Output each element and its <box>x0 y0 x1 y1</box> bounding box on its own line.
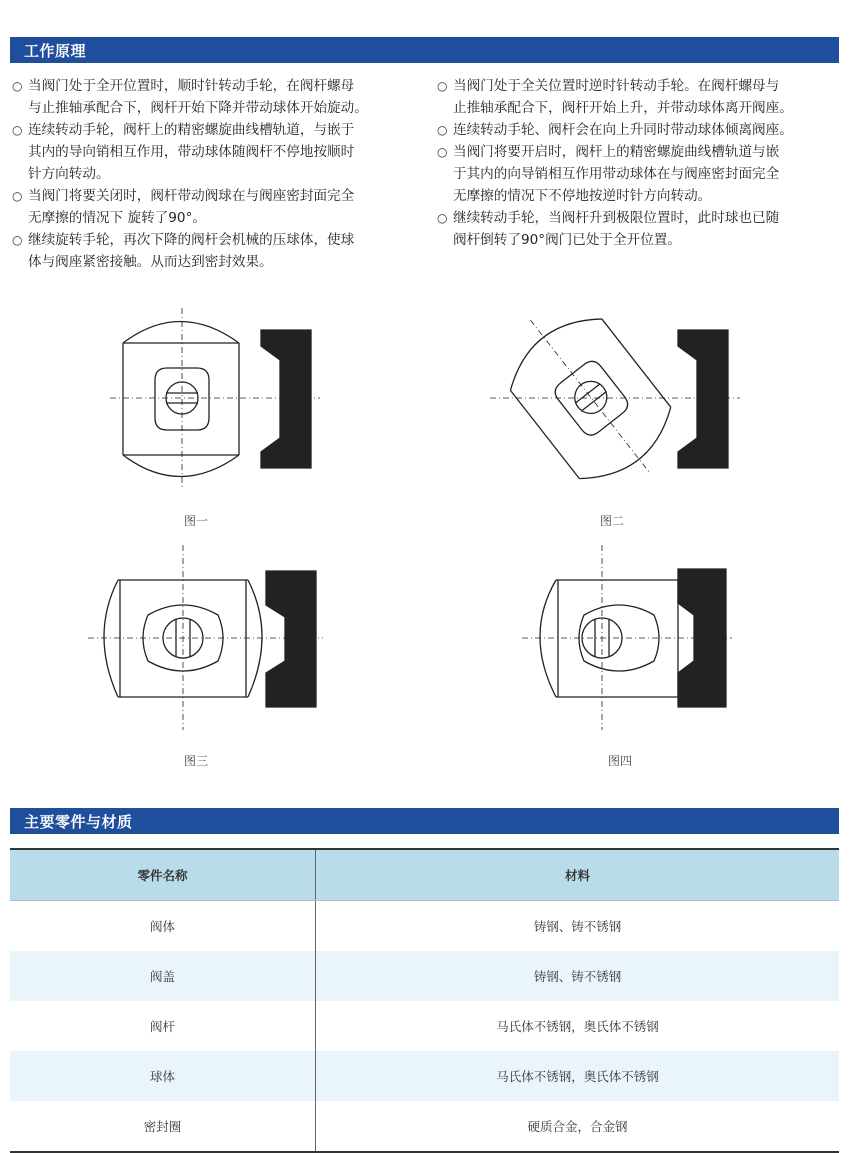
bullet-icon: ○ <box>12 233 23 247</box>
figure-3-caption: 图三 <box>184 754 209 768</box>
description-item: ○ 当阀门处于全关位置时逆时针转动手轮。在阀杆螺母与 止推轴承配合下，阀杆开始上升，并带动球体离开阀座。 <box>437 75 845 119</box>
description-item: ○ 连续转动手轮、阀杆会在向上升同时带动球体倾离阀座。 <box>437 119 845 141</box>
table-row <box>10 1051 839 1101</box>
material-cell: 马氏体不锈钢，奥氏体不锈钢 <box>496 1019 659 1034</box>
right-description-column <box>437 75 845 251</box>
description-item: ○ 当阀门将要开启时，阀杆上的精密螺旋曲线槽轨道与嵌 于其内的向导销相互作用带动球体在与阀座密封面完全 无摩擦的情况下不停地按逆时针方向转动。 <box>437 141 845 207</box>
part-name-cell: 球体 <box>10 1051 316 1101</box>
figure-3-diagram <box>88 545 328 735</box>
description-item: ○ 当阀门处于全开位置时，顺时针转动手轮，在阀杆螺母 与止推轴承配合下，阀杆开始下降并带动球体开始旋动。 <box>12 75 422 119</box>
material-cell: 马氏体不锈钢，奥氏体不锈钢 <box>316 1051 840 1101</box>
bullet-icon: ○ <box>12 79 23 93</box>
description-item: ○ 连续转动手轮，阀杆上的精密螺旋曲线槽轨道，与嵌于 其内的导向销相互作用，带动球体随阀杆不停地按顺时 针方向转动。 <box>12 119 422 185</box>
material-cell: 铸钢、铸不锈钢 <box>316 951 840 1001</box>
table-row <box>10 1101 839 1152</box>
bullet-icon: ○ <box>437 145 448 159</box>
part-name-cell: 密封圈 <box>10 1101 316 1152</box>
column-header-part-name: 零件名称 <box>10 849 316 901</box>
table-row <box>10 901 839 952</box>
description-item: ○ 继续转动手轮，当阀杆升到极限位置时，此时球也已随 阀杆倒转了90°阀门已处于全开位置。 <box>437 207 845 251</box>
section-header-working-principle <box>10 37 839 63</box>
section-title: 主要零件与材质 <box>24 813 133 831</box>
part-name-cell: 阀体 <box>10 901 316 952</box>
table-header-row <box>10 849 839 901</box>
material-cell: 硬质合金，合金钢 <box>316 1101 840 1152</box>
figure-4-diagram <box>522 545 737 735</box>
figure-1-caption: 图一 <box>184 514 209 528</box>
part-name-cell: 阀杆 <box>10 1001 316 1051</box>
bullet-icon: ○ <box>437 79 448 93</box>
section-header-parts-materials <box>10 808 839 834</box>
bullet-icon: ○ <box>12 123 23 137</box>
bullet-icon: ○ <box>437 123 448 137</box>
bullet-icon: ○ <box>12 189 23 203</box>
figure-1-diagram <box>105 300 325 495</box>
figure-4-caption: 图四 <box>608 754 633 768</box>
bullet-icon: ○ <box>437 211 448 225</box>
description-item: ○ 当阀门将要关闭时，阀杆带动阀球在与阀座密封面完全 无摩擦的情况下 旋转了90°。 <box>12 185 422 229</box>
table-row <box>10 951 839 1001</box>
parts-materials-table <box>10 848 839 1153</box>
section-title: 工作原理 <box>24 42 87 60</box>
figure-2-caption: 图二 <box>600 514 625 528</box>
column-header-material: 材料 <box>316 849 840 901</box>
part-name-cell: 阀盖 <box>10 951 316 1001</box>
left-description-column <box>12 75 422 273</box>
description-item: ○ 继续旋转手轮，再次下降的阀杆会机械的压球体，使球 体与阀座紧密接触。从而达到密封效果。 <box>12 229 422 273</box>
figure-2-diagram <box>490 300 745 495</box>
table-row <box>10 1001 839 1051</box>
material-cell: 铸钢、铸不锈钢 <box>533 919 622 934</box>
